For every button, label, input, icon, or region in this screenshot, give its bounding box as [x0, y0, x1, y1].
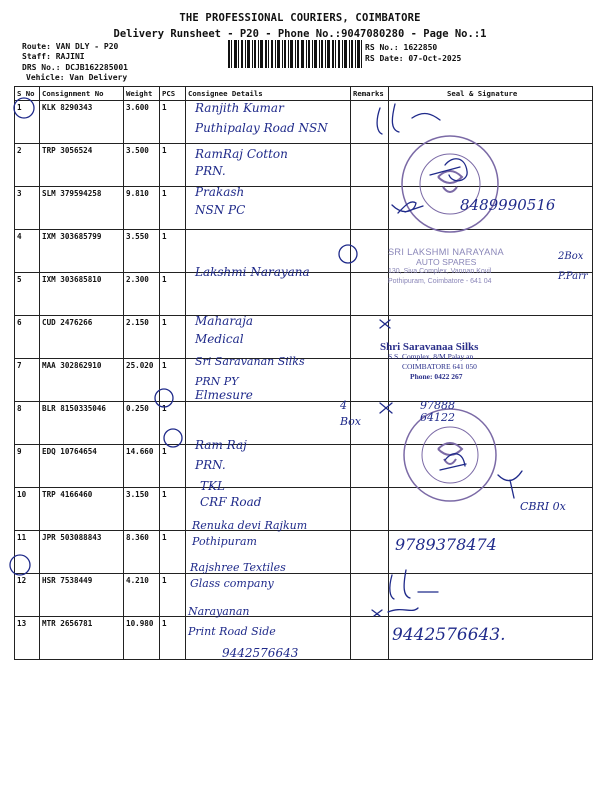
stamp-line: Shri Saravanaa Silks — [380, 341, 479, 353]
cell-sno: 3 — [15, 187, 40, 230]
handwritten-consignee-13: Narayanan Print Road Side — [188, 605, 276, 638]
page-title: THE PROFESSIONAL COURIERS, COIMBATORE — [179, 12, 421, 24]
rs-date: RS Date: 07-Oct-2025 — [365, 54, 462, 63]
route-label: Route: VAN DLY - P20 — [22, 42, 119, 51]
drs-number: DRS No.: DCJB162285001 — [22, 63, 128, 72]
cell-remarks — [351, 574, 389, 617]
cell-sno: 11 — [15, 531, 40, 574]
handwritten-consignee-11: Renuka devi Rajkum Pothipuram — [192, 519, 308, 548]
col-header-seal: Seal & Signature — [389, 87, 593, 101]
cell-consignment-no: BLR 8150335046 — [40, 402, 124, 445]
cell-sno: 12 — [15, 574, 40, 617]
table-row — [15, 574, 593, 617]
stamp-line: Phone: 0422 267 — [410, 372, 463, 381]
stamp-line: 130, Siva Complex, Vannan Kovil — [388, 268, 492, 275]
cell-pcs: 1 — [160, 488, 186, 531]
cell-seal-signature — [389, 101, 593, 144]
vehicle-label: Vehicle: Van Delivery — [26, 73, 128, 82]
handwritten-consignee-12: Rajshree Textiles Glass company — [190, 561, 286, 590]
cell-consignment-no: HSR 7538449 — [40, 574, 124, 617]
col-header-consignee: Consignee Details — [186, 87, 351, 101]
cell-weight: 9.810 — [124, 187, 160, 230]
cell-weight: 2.300 — [124, 273, 160, 316]
handwritten-phone-11: 9789378474 — [395, 535, 497, 554]
cell-remarks — [351, 531, 389, 574]
handwritten-remark-5: 2Box P.Parr — [558, 251, 588, 282]
cell-weight: 25.020 — [124, 359, 160, 402]
cell-remarks — [351, 230, 389, 273]
cell-sno: 13 — [15, 617, 40, 660]
col-header-remarks: Remarks — [351, 87, 389, 101]
cell-remarks — [351, 445, 389, 488]
cell-seal-signature — [389, 359, 593, 402]
cell-sno: 9 — [15, 445, 40, 488]
cell-sno: 1 — [15, 101, 40, 144]
handwritten-consignee-7: Sri Saravanan Silks PRN PY — [195, 355, 305, 388]
cell-pcs: 1 — [160, 359, 186, 402]
cell-sno: 4 — [15, 230, 40, 273]
cell-remarks — [351, 359, 389, 402]
handwritten-consignee-9: Ram Raj PRN. — [195, 438, 247, 472]
cell-sno: 2 — [15, 144, 40, 187]
cell-remarks — [351, 316, 389, 359]
cell-consignment-no: KLK 8290343 — [40, 101, 124, 144]
cell-weight: 3.600 — [124, 101, 160, 144]
cell-weight: 0.250 — [124, 402, 160, 445]
cell-consignment-no: JPR 503088843 — [40, 531, 124, 574]
cell-sno: 8 — [15, 402, 40, 445]
cell-remarks — [351, 101, 389, 144]
stamp-line: S.S. Complex, 8/M Palay an — [388, 352, 474, 361]
cell-weight: 3.150 — [124, 488, 160, 531]
handwritten-phone-13-right: 9442576643. — [392, 625, 506, 645]
cell-pcs: 1 — [160, 101, 186, 144]
cell-pcs: 1 — [160, 230, 186, 273]
cell-weight: 14.660 — [124, 445, 160, 488]
cell-sno: 6 — [15, 316, 40, 359]
cell-pcs: 1 — [160, 531, 186, 574]
cell-weight: 2.150 — [124, 316, 160, 359]
cell-remarks — [351, 488, 389, 531]
handwritten-consignee-3: Prakash NSN PC — [195, 185, 246, 217]
cell-consignment-no: MTR 2656781 — [40, 617, 124, 660]
stamp-line: SRI LAKSHMI NARAYANA — [388, 247, 504, 257]
cell-pcs: 1 — [160, 273, 186, 316]
cell-pcs: 1 — [160, 574, 186, 617]
cell-consignment-no: IXM 303685810 — [40, 273, 124, 316]
runsheet-subtitle: Delivery Runsheet - P20 - Phone No.:9047080280 - Page No.:1 — [113, 28, 487, 40]
stamp-line: AUTO SPARES — [416, 257, 477, 267]
cell-pcs: 1 — [160, 402, 186, 445]
cell-seal-signature — [389, 316, 593, 359]
handwritten-remark-8: 4 Box — [340, 399, 361, 428]
cell-consignment-no: IXM 303685799 — [40, 230, 124, 273]
col-header-sno: S No — [15, 87, 40, 101]
stamp-line: COIMBATORE 641 050 — [402, 362, 477, 371]
cell-remarks — [351, 187, 389, 230]
handwritten-consignee-10: TKL CRF Road — [200, 479, 262, 509]
cell-pcs: 1 — [160, 445, 186, 488]
cell-weight: 3.500 — [124, 144, 160, 187]
handwritten-sign-10: CBRI 0x — [520, 500, 566, 513]
cell-pcs: 1 — [160, 187, 186, 230]
cell-weight: 10.980 — [124, 617, 160, 660]
handwritten-consignee-6: Maharaja Medical — [195, 314, 254, 346]
handwritten-consignee-8: Elmesure — [195, 388, 253, 402]
cell-seal-signature — [389, 445, 593, 488]
stamp-line: Pothipuram, Coimbatore - 641 04 — [388, 278, 492, 285]
handwritten-consignee-5: Lakshmi Narayana — [195, 265, 310, 279]
cell-weight: 8.360 — [124, 531, 160, 574]
cell-sno: 7 — [15, 359, 40, 402]
handwritten-phone-13-left: 9442576643 — [222, 646, 299, 660]
cell-pcs: 1 — [160, 144, 186, 187]
cell-seal-signature — [389, 574, 593, 617]
cell-remarks — [351, 617, 389, 660]
staff-label: Staff: RAJINI — [22, 52, 85, 61]
cell-consignment-no: CUD 2476266 — [40, 316, 124, 359]
table-row — [15, 402, 593, 445]
cell-remarks — [351, 273, 389, 316]
cell-remarks — [351, 144, 389, 187]
col-header-pcs: PCS — [160, 87, 186, 101]
cell-weight: 4.210 — [124, 574, 160, 617]
col-header-weight: Weight — [124, 87, 160, 101]
rs-number: RS No.: 1622850 — [365, 43, 438, 52]
cell-pcs: 1 — [160, 316, 186, 359]
cell-consignment-no: SLM 379594258 — [40, 187, 124, 230]
cell-consignment-no: TRP 4166460 — [40, 488, 124, 531]
cell-sno: 5 — [15, 273, 40, 316]
cell-seal-signature — [389, 144, 593, 187]
table-row — [15, 445, 593, 488]
handwritten-phone-3: 8489990516 — [460, 196, 556, 214]
cell-consignment-no: TRP 3056524 — [40, 144, 124, 187]
cell-weight: 3.550 — [124, 230, 160, 273]
handwritten-consignee-2: RamRaj Cotton PRN. — [195, 147, 288, 178]
col-header-consignment: Consignment No — [40, 87, 124, 101]
cell-pcs: 1 — [160, 617, 186, 660]
cell-consignment-no: MAA 302862910 — [40, 359, 124, 402]
barcode — [228, 40, 362, 68]
table-row — [15, 144, 593, 187]
cell-sno: 10 — [15, 488, 40, 531]
handwritten-sign-8: 97888 64122 — [420, 399, 455, 424]
cell-consignment-no: EDQ 10764654 — [40, 445, 124, 488]
handwritten-consignee-1: Ranjith Kumar Puthipalay Road NSN — [195, 101, 328, 135]
table-row — [15, 617, 593, 660]
